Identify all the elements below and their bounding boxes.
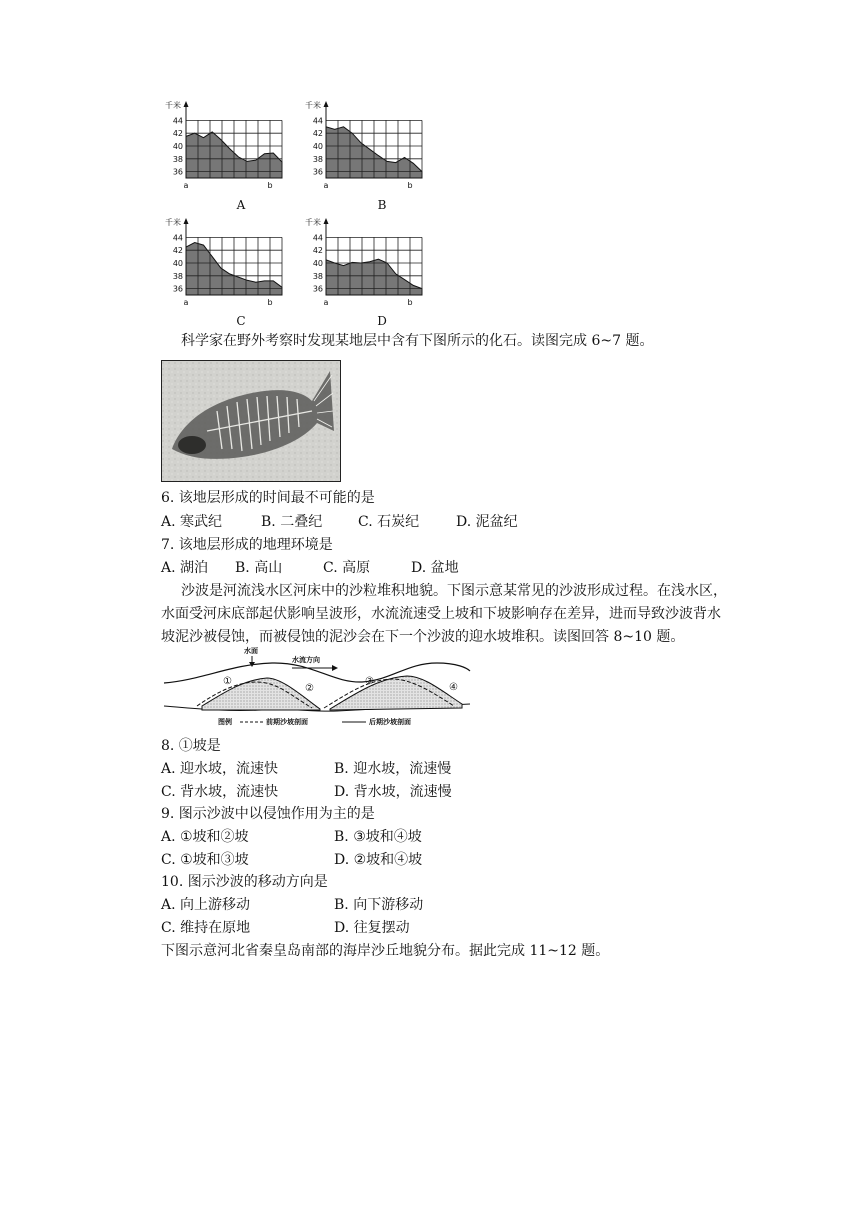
point-a-label: a (183, 181, 189, 190)
q8-option-a[interactable]: A. 迎水坡，流速快 (161, 761, 279, 777)
y-tick-label: 38 (172, 154, 183, 164)
y-tick-label: 40 (172, 142, 183, 151)
chart-b-label: B (377, 198, 387, 212)
y-axis-arrow (184, 218, 189, 224)
q6-option-a[interactable]: A. 寒武纪 (161, 514, 223, 530)
y-axis-unit: 千米 (165, 101, 181, 110)
q9-option-b[interactable]: B. ③坡和④坡 (334, 829, 422, 845)
y-tick-label: 42 (312, 129, 323, 139)
legend-before: 前期沙坡剖面 (266, 718, 308, 726)
profile-chart-c (160, 217, 310, 317)
profile-chart-a (160, 100, 310, 200)
dune-intro: 下图示意河北省秦皇岛南部的海岸沙丘地貌分布。据此完成 11~12 题。 (161, 943, 610, 959)
slope-marker-1: ① (223, 676, 232, 687)
point-b-label: b (267, 298, 273, 307)
q8-option-b[interactable]: B. 迎水坡，流速慢 (334, 761, 452, 777)
q10-option-d[interactable]: D. 往复摆动 (334, 920, 410, 936)
y-tick-label: 40 (172, 259, 183, 268)
q7-option-a[interactable]: A. 湖泊 (161, 560, 209, 576)
y-axis-arrow (184, 101, 189, 107)
y-tick-label: 36 (312, 284, 323, 294)
y-axis-unit: 千米 (305, 101, 321, 110)
point-a-label: a (323, 181, 329, 190)
point-b-label: b (407, 181, 413, 190)
y-axis-unit: 千米 (165, 218, 181, 227)
y-tick-label: 36 (172, 167, 183, 177)
q6-option-b[interactable]: B. 二叠纪 (261, 514, 323, 530)
profile-chart-b (300, 100, 450, 200)
chart-d-label: D (377, 314, 387, 328)
y-axis-arrow (324, 101, 329, 107)
y-tick-label: 42 (172, 246, 183, 256)
q9-option-d[interactable]: D. ②坡和④坡 (334, 852, 423, 868)
point-b-label: b (267, 181, 273, 190)
question-7-stem: 7. 该地层形成的地理环境是 (161, 537, 333, 553)
y-tick-label: 42 (172, 129, 183, 139)
profile-chart-svg (300, 217, 450, 317)
sandwave-intro: 沙波是河流浅水区河床中的沙粒堆积地貌。下图示意某常见的沙波形成过程。在浅水区，水面受河床底部起伏影响呈波形，水流流速受上坡和下坡影响存在差异，进而导致沙波背水坡泥沙被侵蚀，而被侵蚀的泥沙会在下一个沙波的迎水坡堆积。读图回答 8~10 题。 (161, 583, 727, 645)
y-tick-label: 38 (172, 271, 183, 281)
fossil-intro: 科学家在野外考察时发现某地层中含有下图所示的化石。读图完成 6~7 题。 (181, 333, 654, 349)
q6-option-c[interactable]: C. 石炭纪 (358, 514, 420, 530)
y-tick-label: 44 (312, 116, 323, 126)
y-tick-label: 44 (172, 233, 183, 243)
flow-direction-label: 水流方向 (292, 656, 320, 664)
y-tick-label: 38 (312, 154, 323, 164)
y-tick-label: 44 (312, 233, 323, 243)
y-tick-label: 40 (312, 259, 323, 268)
q7-option-d[interactable]: D. 盆地 (411, 560, 459, 576)
legend-after: 后期沙坡剖面 (369, 718, 411, 726)
q8-option-c[interactable]: C. 背水坡，流速快 (161, 784, 279, 800)
q9-option-c[interactable]: C. ①坡和③坡 (161, 852, 249, 868)
y-tick-label: 38 (312, 271, 323, 281)
profile-chart-svg (160, 100, 310, 200)
q10-option-c[interactable]: C. 维持在原地 (161, 920, 251, 936)
question-9-stem: 9. 图示沙波中以侵蚀作用为主的是 (161, 806, 375, 822)
profile-chart-svg (300, 100, 450, 200)
point-a-label: a (183, 298, 189, 307)
profile-chart-d (300, 217, 450, 317)
legend-title: 图例 (218, 718, 232, 726)
q10-option-a[interactable]: A. 向上游移动 (161, 897, 251, 913)
slope-marker-4: ④ (449, 682, 458, 693)
q7-option-b[interactable]: B. 高山 (235, 560, 283, 576)
y-tick-label: 40 (312, 142, 323, 151)
y-axis-arrow (324, 218, 329, 224)
chart-a-label: A (236, 198, 246, 212)
profile-chart-svg (160, 217, 310, 317)
sandwave-diagram (162, 646, 472, 728)
question-10-stem: 10. 图示沙波的移动方向是 (161, 874, 328, 890)
q9-option-a[interactable]: A. ①坡和②坡 (161, 829, 249, 845)
point-b-label: b (407, 298, 413, 307)
y-tick-label: 36 (172, 284, 183, 294)
y-tick-label: 36 (312, 167, 323, 177)
point-a-label: a (323, 298, 329, 307)
slope-marker-2: ② (305, 683, 314, 694)
q8-option-d[interactable]: D. 背水坡，流速慢 (334, 784, 452, 800)
q7-option-c[interactable]: C. 高原 (323, 560, 371, 576)
slope-marker-3: ③ (365, 676, 374, 687)
chart-c-label: C (236, 314, 246, 328)
water-surface-label: 水面 (244, 647, 258, 655)
q10-option-b[interactable]: B. 向下游移动 (334, 897, 424, 913)
q6-option-d[interactable]: D. 泥盆纪 (456, 514, 518, 530)
question-8-stem: 8. ①坡是 (161, 738, 221, 754)
fish-fossil-image (161, 360, 341, 482)
question-6-stem: 6. 该地层形成的时间最不可能的是 (161, 490, 375, 506)
y-tick-label: 42 (312, 246, 323, 256)
y-tick-label: 44 (172, 116, 183, 126)
y-axis-unit: 千米 (305, 218, 321, 227)
